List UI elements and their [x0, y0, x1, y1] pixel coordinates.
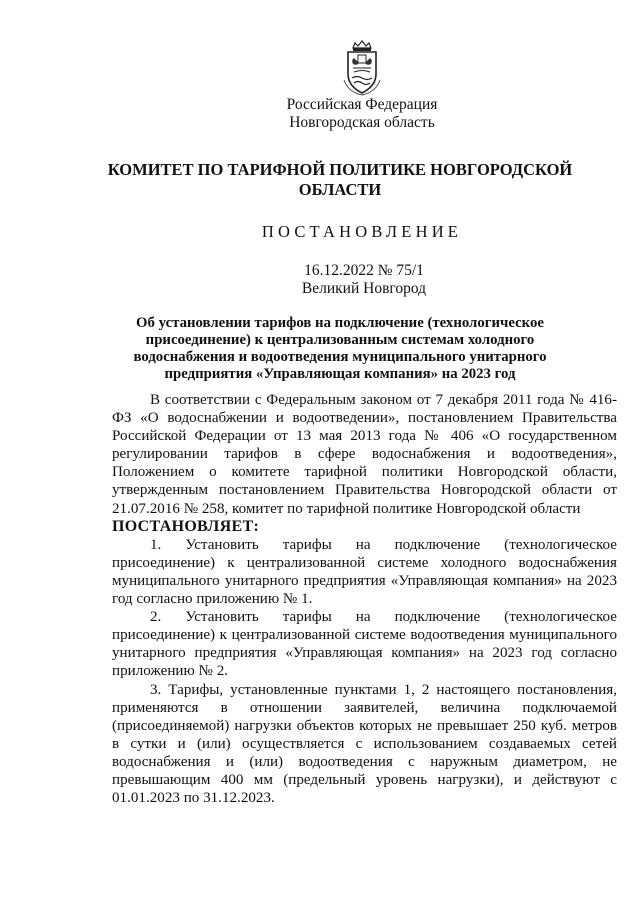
resolve-word: ПОСТАНОВЛЯЕТ: [112, 517, 260, 535]
committee-title-line1: КОМИТЕТ ПО ТАРИФНОЙ ПОЛИТИКЕ НОВГОРОДСКОЙ [107, 160, 573, 179]
item-2: 2. Установить тарифы на подключение (технологическое присоединение) к централизованной системе водоотведения муниципального унитарного предприятия «Управляющая компания» на 2023 год согласно приложению № 2. [112, 609, 617, 680]
document-type: ПОСТАНОВЛЕНИЕ [261, 222, 463, 241]
preamble-paragraph: В соответствии с Федеральным законом от 7 декабря 2011 года № 416-ФЗ «О водоснабжении и водоотведении», постановлением Правительства Российской Федерации от 13 мая 2013 года № 406 «О государственном регулировании тарифов в сфере водоснабжения и водоотведения», Положением о комитете тарифной политики Новгородской области, утвержденным постановлением Правительства Новгородской области от 21.07.2016 № 258, комитет по тарифной политике Новгородской области [112, 392, 617, 517]
item-3: 3. Тарифы, установленные пунктами 1, 2 настоящего постановления, применяются в отношении заявителей, величина подключаемой (присоединяемой) нагрузки объектов которых не превышает 250 куб. метров в сутки и (или) осуществляется с использованием создаваемых сетей водоснабжения и (или) водоотведения с наружным диаметром, не превышающим 400 мм (предельный уровень нагрузки), и действуют с 01.01.2023 по 31.12.2023. [112, 681, 617, 807]
committee-title-line2: ОБЛАСТИ [298, 180, 382, 199]
document-city: Великий Новгород [301, 280, 427, 297]
document-date-number: 16.12.2022 № 75/1 [304, 262, 424, 279]
region-name: Новгородская область [289, 114, 435, 131]
novgorod-coat-of-arms-icon [339, 40, 385, 96]
country-name: Российская Федерация [286, 96, 438, 113]
resolve-heading [112, 518, 617, 536]
document-body [112, 391, 617, 807]
subject-line3: водоснабжения и водоотведения муниципального унитарного [133, 349, 547, 365]
subject-line2: присоединение) к централизованным системам холодного [145, 332, 535, 348]
subject-line4: предприятия «Управляющая компания» на 2023 год [164, 366, 516, 382]
item-1: 1. Установить тарифы на подключение (технологическое присоединение) к централизованной системе холодного водоснабжения муниципального унитарного предприятия «Управляющая компания» на 2023 год согласно приложению № 1. [112, 536, 617, 608]
subject-line1: Об установлении тарифов на подключение (технологическое [136, 315, 544, 331]
